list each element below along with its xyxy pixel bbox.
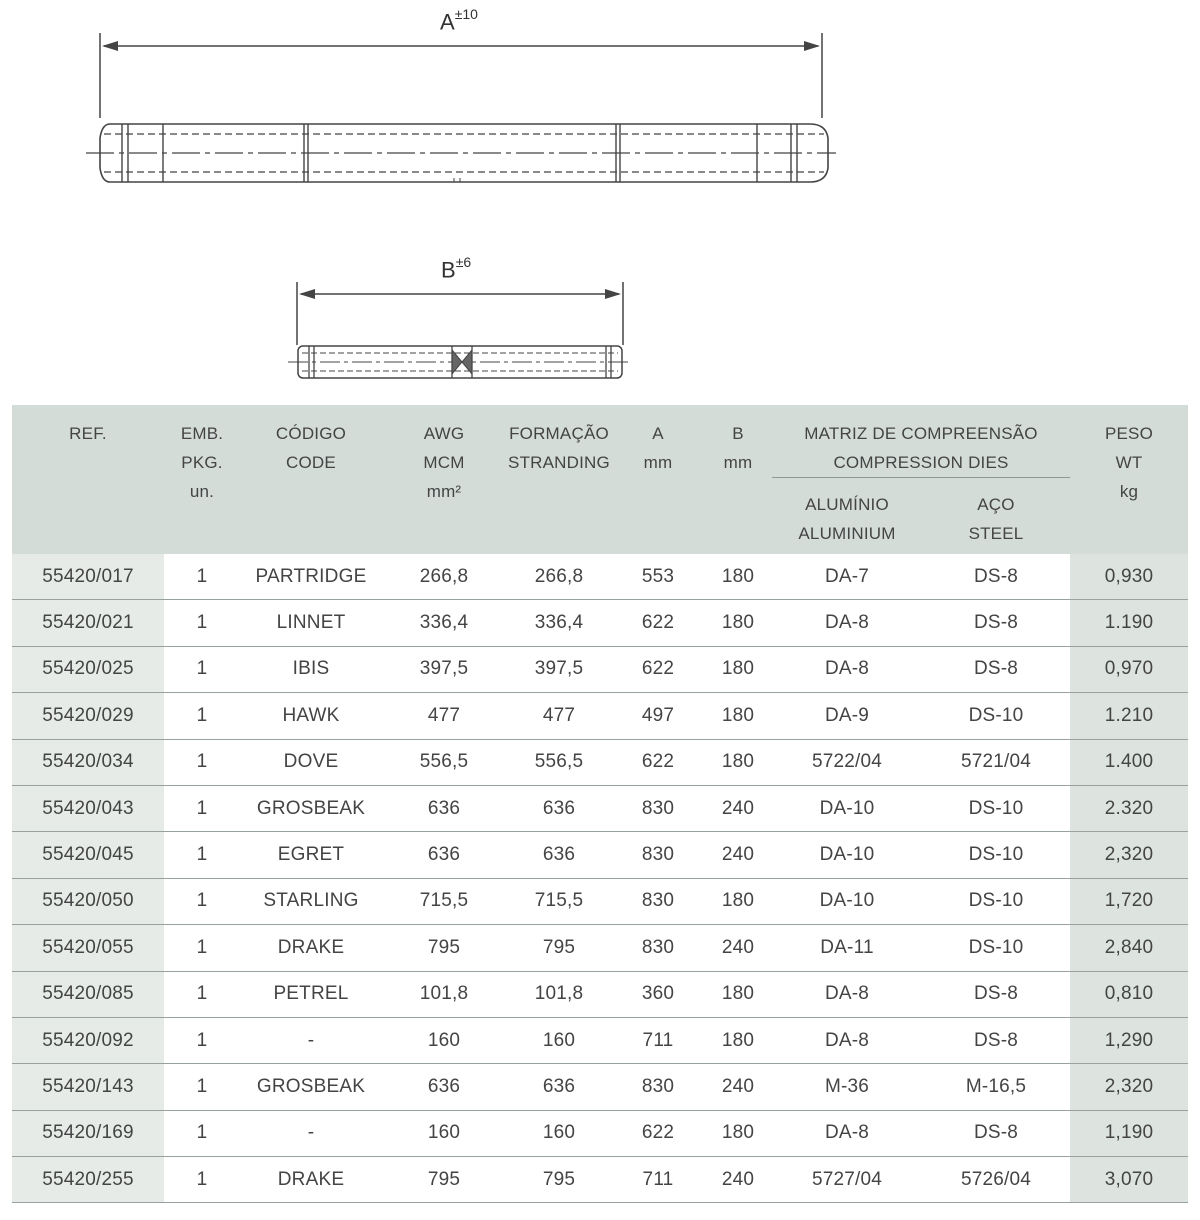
cell-steel-die: DS-8 <box>922 646 1070 692</box>
table-row <box>12 1157 1188 1203</box>
cell-b: 180 <box>704 1017 772 1063</box>
cell-weight: 1.210 <box>1070 693 1188 739</box>
cell-b: 180 <box>704 971 772 1017</box>
cell-aluminium-die: DA-8 <box>772 646 922 692</box>
cell-steel-die: DS-10 <box>922 878 1070 924</box>
cell-aluminium-die: 5722/04 <box>772 739 922 785</box>
cell-code: PETREL <box>240 971 382 1017</box>
cell-awg: 397,5 <box>382 646 506 692</box>
cell-awg: 556,5 <box>382 739 506 785</box>
cell-weight: 1.190 <box>1070 600 1188 646</box>
cell-b: 240 <box>704 1157 772 1203</box>
cell-weight: 0,810 <box>1070 971 1188 1017</box>
cell-stranding: 636 <box>506 785 612 831</box>
cell-b: 180 <box>704 739 772 785</box>
cell-steel-die: DS-8 <box>922 1110 1070 1156</box>
cell-b: 180 <box>704 693 772 739</box>
cell-a: 497 <box>612 693 704 739</box>
cell-steel-die: M-16,5 <box>922 1064 1070 1110</box>
cell-stranding: 160 <box>506 1110 612 1156</box>
cell-stranding: 160 <box>506 1017 612 1063</box>
cell-awg: 160 <box>382 1017 506 1063</box>
cell-b: 180 <box>704 554 772 600</box>
cell-code: LINNET <box>240 600 382 646</box>
header-awg: AWG MCM mm² <box>382 405 506 554</box>
cell-ref: 55420/055 <box>12 925 164 971</box>
cell-b: 180 <box>704 1110 772 1156</box>
specification-table <box>12 405 1188 1203</box>
cell-awg: 266,8 <box>382 554 506 600</box>
cell-a: 830 <box>612 925 704 971</box>
cell-code: HAWK <box>240 693 382 739</box>
table-body <box>12 554 1188 1203</box>
cell-ref: 55420/029 <box>12 693 164 739</box>
cell-weight: 2,320 <box>1070 832 1188 878</box>
table-row <box>12 878 1188 924</box>
cell-code: EGRET <box>240 832 382 878</box>
cell-b: 240 <box>704 925 772 971</box>
cell-steel-die: DS-10 <box>922 832 1070 878</box>
cell-weight: 1,290 <box>1070 1017 1188 1063</box>
cell-pkg: 1 <box>164 1017 240 1063</box>
cell-awg: 636 <box>382 785 506 831</box>
cell-a: 622 <box>612 739 704 785</box>
cell-aluminium-die: DA-8 <box>772 971 922 1017</box>
cell-stranding: 101,8 <box>506 971 612 1017</box>
cell-b: 240 <box>704 785 772 831</box>
cell-steel-die: DS-8 <box>922 600 1070 646</box>
cell-ref: 55420/021 <box>12 600 164 646</box>
cell-aluminium-die: 5727/04 <box>772 1157 922 1203</box>
cell-a: 830 <box>612 832 704 878</box>
cell-a: 830 <box>612 785 704 831</box>
cell-steel-die: DS-10 <box>922 925 1070 971</box>
header-compression-dies: MATRIZ DE COMPREENSÃO COMPRESSION DIES <box>772 405 1070 478</box>
cell-ref: 55420/092 <box>12 1017 164 1063</box>
cell-awg: 715,5 <box>382 878 506 924</box>
cell-steel-die: 5721/04 <box>922 739 1070 785</box>
cell-weight: 1.400 <box>1070 739 1188 785</box>
cell-pkg: 1 <box>164 646 240 692</box>
cell-stranding: 636 <box>506 1064 612 1110</box>
header-weight: PESO WT kg <box>1070 405 1188 554</box>
cell-ref: 55420/017 <box>12 554 164 600</box>
cell-code: IBIS <box>240 646 382 692</box>
cell-stranding: 477 <box>506 693 612 739</box>
header-stranding: FORMAÇÃO STRANDING <box>506 405 612 554</box>
table-row <box>12 785 1188 831</box>
cell-steel-die: 5726/04 <box>922 1157 1070 1203</box>
cell-awg: 636 <box>382 832 506 878</box>
cell-stranding: 556,5 <box>506 739 612 785</box>
cell-code: DRAKE <box>240 1157 382 1203</box>
cell-pkg: 1 <box>164 554 240 600</box>
cell-stranding: 795 <box>506 1157 612 1203</box>
cell-b: 180 <box>704 646 772 692</box>
cell-ref: 55420/169 <box>12 1110 164 1156</box>
cell-a: 622 <box>612 600 704 646</box>
cell-a: 622 <box>612 646 704 692</box>
cell-code: - <box>240 1110 382 1156</box>
cell-code: GROSBEAK <box>240 785 382 831</box>
cell-stranding: 636 <box>506 832 612 878</box>
cell-aluminium-die: DA-8 <box>772 1110 922 1156</box>
dimension-b-letter: B <box>441 257 456 283</box>
table-row <box>12 971 1188 1017</box>
table-row <box>12 832 1188 878</box>
header-b: B mm <box>704 405 772 554</box>
cell-awg: 795 <box>382 925 506 971</box>
cell-awg: 336,4 <box>382 600 506 646</box>
header-pkg: EMB. PKG. un. <box>164 405 240 554</box>
dimension-b-tolerance: ±6 <box>455 254 472 270</box>
cell-awg: 477 <box>382 693 506 739</box>
cell-a: 553 <box>612 554 704 600</box>
cell-b: 180 <box>704 878 772 924</box>
cell-ref: 55420/045 <box>12 832 164 878</box>
table-row <box>12 739 1188 785</box>
cell-code: GROSBEAK <box>240 1064 382 1110</box>
cell-pkg: 1 <box>164 1064 240 1110</box>
cell-pkg: 1 <box>164 739 240 785</box>
cell-b: 240 <box>704 1064 772 1110</box>
cell-pkg: 1 <box>164 971 240 1017</box>
table-row <box>12 646 1188 692</box>
cell-stranding: 336,4 <box>506 600 612 646</box>
cell-ref: 55420/143 <box>12 1064 164 1110</box>
cell-awg: 795 <box>382 1157 506 1203</box>
drawing-a <box>86 33 836 182</box>
cell-awg: 101,8 <box>382 971 506 1017</box>
cell-aluminium-die: DA-8 <box>772 600 922 646</box>
table-row <box>12 1064 1188 1110</box>
cell-ref: 55420/050 <box>12 878 164 924</box>
cell-ref: 55420/034 <box>12 739 164 785</box>
cell-steel-die: DS-8 <box>922 554 1070 600</box>
table-row <box>12 1110 1188 1156</box>
table-row <box>12 600 1188 646</box>
header-code: CÓDIGO CODE <box>240 405 382 554</box>
cell-aluminium-die: DA-10 <box>772 878 922 924</box>
cell-pkg: 1 <box>164 1110 240 1156</box>
cell-ref: 55420/255 <box>12 1157 164 1203</box>
cell-pkg: 1 <box>164 832 240 878</box>
cell-weight: 0,970 <box>1070 646 1188 692</box>
cell-awg: 636 <box>382 1064 506 1110</box>
cell-ref: 55420/025 <box>12 646 164 692</box>
header-aluminium: ALUMÍNIO ALUMINIUM <box>772 478 922 555</box>
table-row <box>12 554 1188 600</box>
technical-drawings <box>0 0 1200 400</box>
dimension-a-tolerance: ±10 <box>454 6 478 22</box>
cell-a: 622 <box>612 1110 704 1156</box>
cell-steel-die: DS-10 <box>922 693 1070 739</box>
table-header-row <box>12 405 1188 478</box>
cell-pkg: 1 <box>164 693 240 739</box>
header-a: A mm <box>612 405 704 554</box>
cell-weight: 1,720 <box>1070 878 1188 924</box>
cell-weight: 2,320 <box>1070 1064 1188 1110</box>
cell-weight: 0,930 <box>1070 554 1188 600</box>
cell-code: STARLING <box>240 878 382 924</box>
cell-ref: 55420/043 <box>12 785 164 831</box>
cell-a: 360 <box>612 971 704 1017</box>
header-ref: REF. <box>12 405 164 554</box>
cell-aluminium-die: DA-7 <box>772 554 922 600</box>
cell-stranding: 266,8 <box>506 554 612 600</box>
cell-weight: 1,190 <box>1070 1110 1188 1156</box>
cell-a: 830 <box>612 878 704 924</box>
table-row <box>12 693 1188 739</box>
cell-aluminium-die: DA-10 <box>772 785 922 831</box>
cell-weight: 2.320 <box>1070 785 1188 831</box>
cell-ref: 55420/085 <box>12 971 164 1017</box>
cell-steel-die: DS-8 <box>922 971 1070 1017</box>
dimension-a-letter: A <box>440 9 455 35</box>
cell-aluminium-die: DA-9 <box>772 693 922 739</box>
cell-code: PARTRIDGE <box>240 554 382 600</box>
cell-a: 711 <box>612 1017 704 1063</box>
cell-code: - <box>240 1017 382 1063</box>
cell-steel-die: DS-10 <box>922 785 1070 831</box>
cell-pkg: 1 <box>164 1157 240 1203</box>
cell-b: 240 <box>704 832 772 878</box>
cell-awg: 160 <box>382 1110 506 1156</box>
cell-stranding: 715,5 <box>506 878 612 924</box>
header-steel: AÇO STEEL <box>922 478 1070 555</box>
cell-weight: 3,070 <box>1070 1157 1188 1203</box>
cell-stranding: 795 <box>506 925 612 971</box>
cell-steel-die: DS-8 <box>922 1017 1070 1063</box>
cell-weight: 2,840 <box>1070 925 1188 971</box>
cell-code: DRAKE <box>240 925 382 971</box>
cell-aluminium-die: DA-10 <box>772 832 922 878</box>
cell-aluminium-die: M-36 <box>772 1064 922 1110</box>
cell-pkg: 1 <box>164 600 240 646</box>
table-row <box>12 925 1188 971</box>
dimension-b-label <box>441 256 471 283</box>
table-row <box>12 1017 1188 1063</box>
cell-aluminium-die: DA-11 <box>772 925 922 971</box>
dimension-a-label <box>440 8 478 35</box>
cell-b: 180 <box>704 600 772 646</box>
cell-pkg: 1 <box>164 785 240 831</box>
cell-pkg: 1 <box>164 925 240 971</box>
cell-code: DOVE <box>240 739 382 785</box>
cell-stranding: 397,5 <box>506 646 612 692</box>
drawing-b <box>288 282 632 378</box>
cell-pkg: 1 <box>164 878 240 924</box>
cell-a: 830 <box>612 1064 704 1110</box>
cell-aluminium-die: DA-8 <box>772 1017 922 1063</box>
cell-a: 711 <box>612 1157 704 1203</box>
